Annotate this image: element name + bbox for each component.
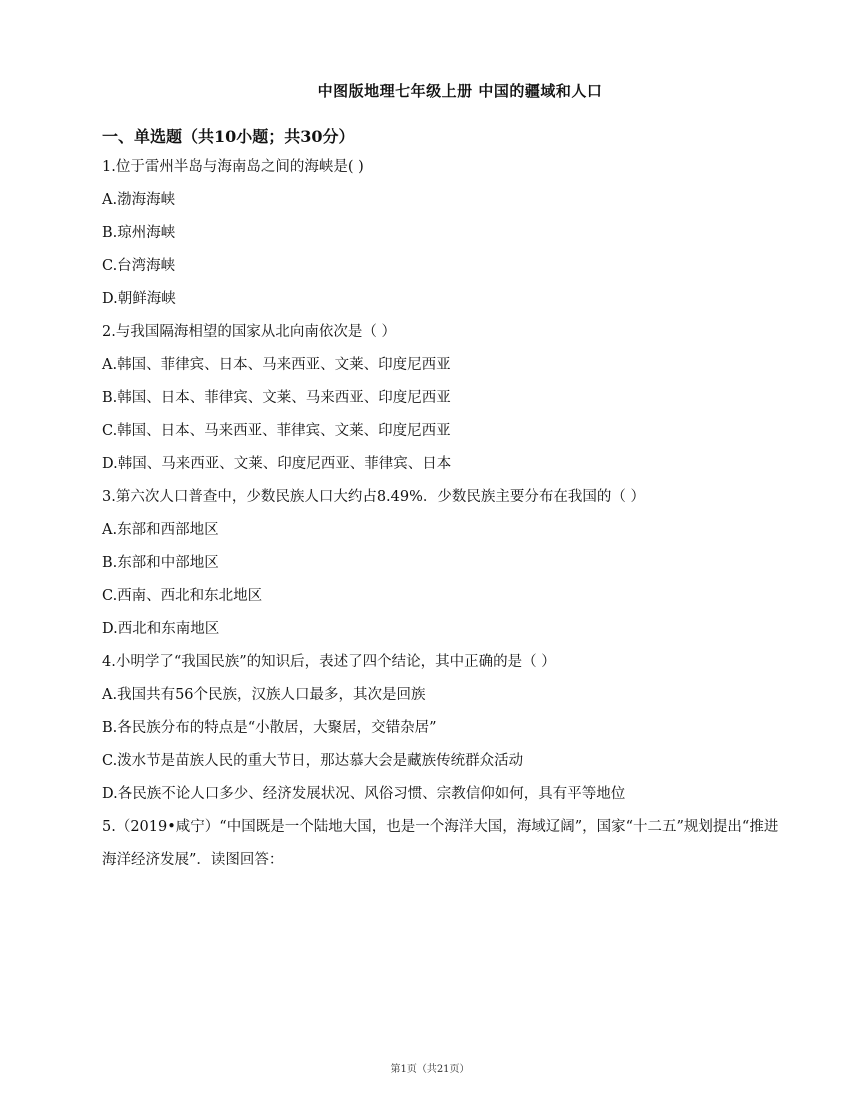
question-4-option-c: C.泼水节是苗族人民的重大节日，那达慕大会是藏族传统群众活动 <box>102 753 524 769</box>
document-title: 中图版地理七年级上册 中国的疆域和人口 <box>317 82 603 100</box>
question-2: 2.与我国隔海相望的国家从北向南依次是（ ） <box>102 324 396 340</box>
question-2-option-c: C.韩国、日本、马来西亚、菲律宾、文莱、印度尼西亚 <box>102 423 451 439</box>
question-3-option-d: D.西北和东南地区 <box>102 621 220 637</box>
question-2-option-a: A.韩国、菲律宾、日本、马来西亚、文莱、印度尼西亚 <box>102 357 451 373</box>
question-list <box>102 157 782 877</box>
question-1-option-d: D.朝鲜海峡 <box>102 291 176 307</box>
question-4-option-d: D.各民族不论人口多少、经济发展状况、风俗习惯、宗教信仰如何，具有平等地位 <box>102 786 626 802</box>
question-3: 3.第六次人口普查中，少数民族人口大约占8.49%．少数民族主要分布在我国的（ ） <box>102 489 646 505</box>
page-footer: 第1页（共21页） <box>390 1064 470 1075</box>
section-title: 一、单选题（共10小题；共30分） <box>102 127 355 146</box>
question-4-option-a: A.我国共有56个民族，汉族人口最多，其次是回族 <box>102 687 426 703</box>
question-4: 4.小明学了“我国民族”的知识后，表述了四个结论，其中正确的是（ ） <box>102 654 556 670</box>
question-1-option-a: A.渤海海峡 <box>102 192 176 208</box>
question-3-option-c: C.西南、西北和东北地区 <box>102 588 263 604</box>
question-3-option-b: B.东部和中部地区 <box>102 555 219 571</box>
question-5: 5.（2019•咸宁）“中国既是一个陆地大国，也是一个海洋大国，海域辽阔”，国家“十二五”规划提出“推进海洋经济发展”．读图回答： <box>102 819 779 868</box>
question-4-option-b: B.各民族分布的特点是“小散居，大聚居，交错杂居” <box>102 720 437 736</box>
question-1-option-c: C.台湾海峡 <box>102 258 176 274</box>
question-3-option-a: A.东部和西部地区 <box>102 522 219 538</box>
question-1-option-b: B.琼州海峡 <box>102 225 176 241</box>
question-2-option-d: D.韩国、马来西亚、文莱、印度尼西亚、菲律宾、日本 <box>102 456 452 472</box>
question-1: 1.位于雷州半岛与海南岛之间的海峡是( ) <box>102 159 364 175</box>
question-2-option-b: B.韩国、日本、菲律宾、文莱、马来西亚、印度尼西亚 <box>102 390 451 406</box>
